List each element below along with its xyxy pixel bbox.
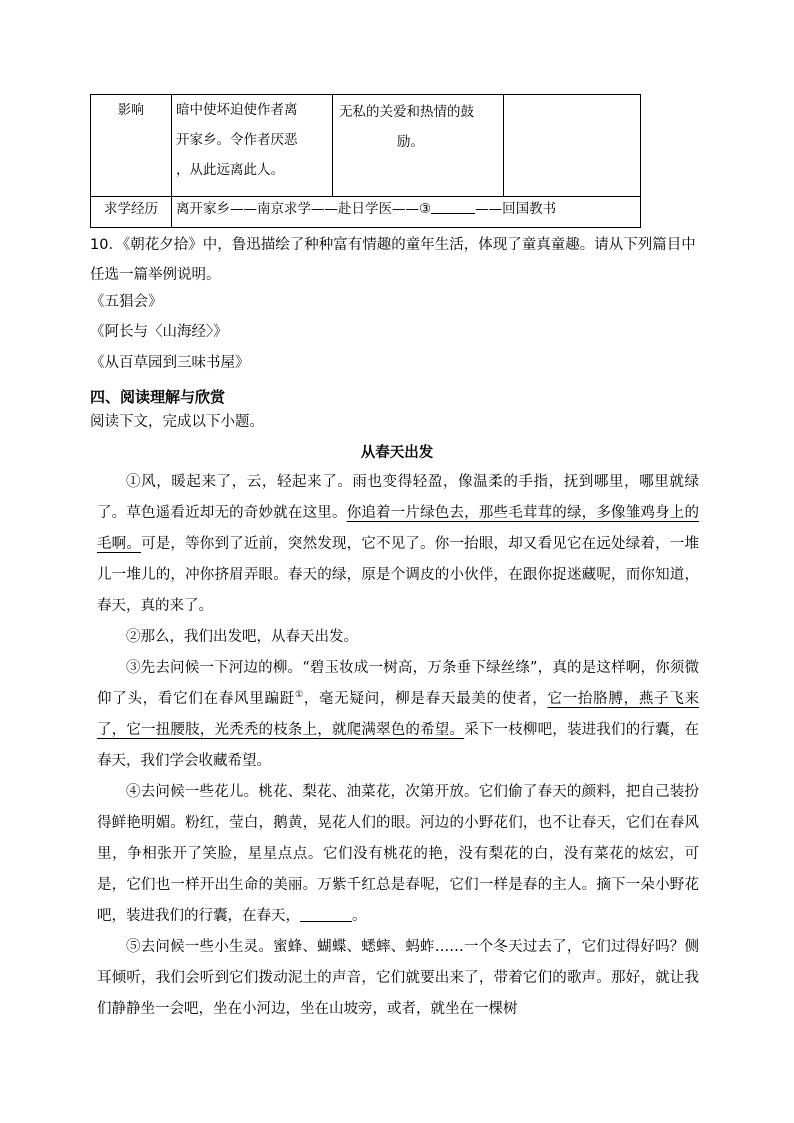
essay-paragraph-2: ②那么，我们出发吧，从春天出发。 <box>126 629 358 645</box>
table-row-study <box>91 197 641 228</box>
paragraph-text: 可是，等你到了近前，突然发现，它不见了。你一抬眼，却又看见它在远处绿着，一堆儿一堆儿的，冲你挤眉弄眼。春天的绿，原是个调皮的小伙伴，在跟你捉迷藏呢，而你知道，春天，真的来了。 <box>97 536 699 614</box>
cell-line: 励。 <box>397 134 424 150</box>
answer-blank-3[interactable] <box>431 201 475 214</box>
table-row-influence <box>91 95 641 197</box>
paragraph-text: ①风，暖起来了，云，轻起来了。雨也变得轻盈，像温柔的手指，抚到哪里，哪里就绿了。草色遥看近却无的奇妙就在这里。 <box>97 474 699 521</box>
essay-title: 从春天出发 <box>360 444 434 461</box>
cell-influence-b <box>333 95 504 197</box>
paragraph-text: ③先去问候一下河边的柳。“碧玉妆成一树高，万条垂下绿丝绦”，真的是这样啊，你须微仰了头，看它们在春风里蹁跹 <box>97 660 699 707</box>
cell-influence-c <box>504 95 641 197</box>
cell-line: 暗中使坏迫使作者离 <box>176 102 298 118</box>
cell-line: 开家乡。令作者厌恶 <box>176 132 298 148</box>
essay-paragraph-5: ⑤去问候一些小生灵。蜜蜂、蝴蝶、蟋蟀、蚂蚱……一个冬天过去了，它们过得好吗？侧耳倾听，我们会听到它们拨动泥土的声音，它们就要出来了，带着它们的歌声。那好，就让我们静静坐一会吧，坐在小河边，坐在山坡旁，或者，就坐在一棵树 <box>97 939 699 1017</box>
section-instruction: 阅读下文，完成以下小题。 <box>90 414 264 430</box>
question-10: 10．《朝花夕拾》中，鲁迅描绘了种种富有情趣的童年生活，体现了童真童趣。请从下列篇目中任选一篇举例说明。 <box>90 237 696 283</box>
option-book: 《五猖会》 <box>90 294 163 310</box>
underlined-sentence: 你追着一片绿色去，那些毛茸茸的绿，多像雏鸡身上的毛啊。 <box>97 505 699 552</box>
route-text-start: 离开家乡——南京求学——赴日学医——③ <box>176 201 432 217</box>
cell-line: ，从此远离此人。 <box>176 162 284 178</box>
answer-blank[interactable] <box>300 908 352 922</box>
paragraph-text: ④去问候一些花儿。桃花、梨花、油菜花，次第开放。它们偷了春天的颜料，把自己装扮得鲜艳明媚。粉红，莹白，鹅黄，晃花人们的眼。河边的小野花们，也不让春天，它们在春风里，争相张开了笑脸，星星点点。它们没有桃花的艳，没有梨花的白，没有菜花的炫宏，可是，它们也一样开出生命的美丽。万紫千红总是春呢，它们一样是春的主人。摘下一朵小野花吧，装进我们的行囊，在春天， <box>97 784 699 924</box>
option-book: 《阿长与〈山海经〉》 <box>90 324 228 340</box>
paragraph-text: 采下一枝柳吧，装进我们的行囊，在春天，我们学会收藏希望。 <box>97 722 699 769</box>
essay-body <box>97 467 699 1025</box>
essay-paragraph-3 <box>97 653 699 777</box>
underlined-sentence: 它一抬胳膊，燕子飞来了，它一扭腰肢，光秃秃的枝条上，就爬满翠色的希望。 <box>97 691 700 738</box>
paragraph-text: 。 <box>352 908 367 924</box>
paragraph-text: ，毫无疑问，柳是春天最美的使者， <box>303 691 548 707</box>
essay-paragraph-4 <box>97 777 699 932</box>
lu-xun-info-table <box>90 94 641 228</box>
option-book: 《从百草园到三味书屋》 <box>90 355 250 371</box>
cell-line: 无私的关爱和热情的鼓 <box>339 104 474 120</box>
essay-paragraph-1 <box>97 467 699 622</box>
cell-influence-a <box>172 95 333 197</box>
route-text-end: ——回国教书 <box>475 201 557 217</box>
section-heading: 四、阅读理解与欣赏 <box>90 388 226 406</box>
footnote-marker: ① <box>294 690 304 701</box>
row-label-study: 求学经历 <box>91 197 172 228</box>
row-label-influence: 影响 <box>91 95 172 197</box>
study-route-cell <box>172 197 641 228</box>
